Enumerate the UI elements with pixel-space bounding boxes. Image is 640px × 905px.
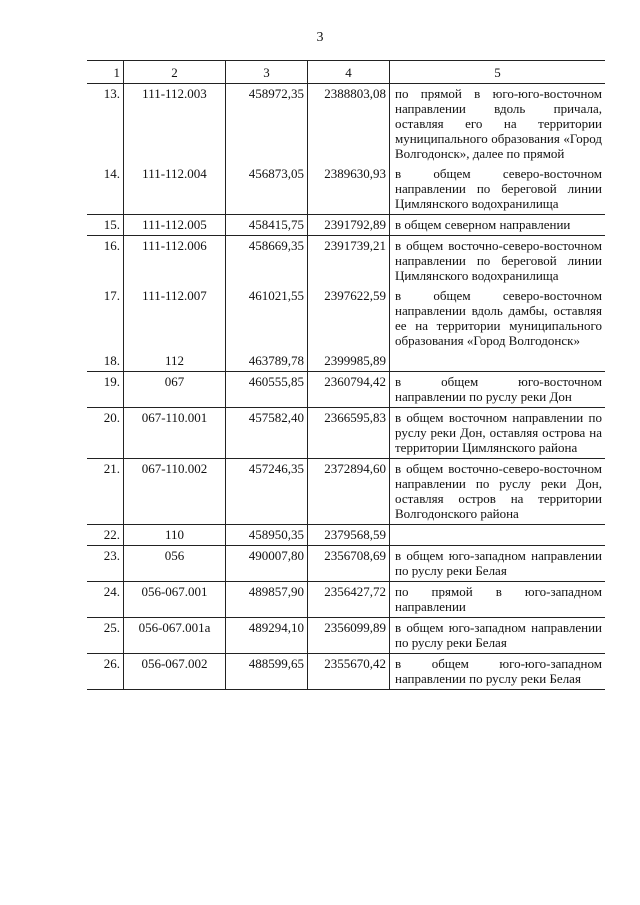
coord-x: 457582,40 [226,408,308,459]
direction-description: в общем юго-юго-западном направлении по руслу реки Белая [390,654,606,690]
table-row [87,654,605,690]
column-header-5: 5 [390,61,606,84]
point-id: 112 [124,351,226,372]
table-row [87,618,605,654]
table-header-row [87,61,605,84]
column-header-2: 2 [124,61,226,84]
row-number: 23. [87,546,124,582]
point-id: 110 [124,525,226,546]
coord-y: 2356708,69 [308,546,390,582]
coord-x: 458972,35 [226,84,308,165]
row-number: 18. [103,353,120,368]
coord-x: 456873,05 [226,164,308,215]
coord-y: 2388803,08 [308,84,390,165]
coord-y: 2389630,93 [308,164,390,215]
direction-description [390,351,606,372]
coord-y: 2379568,59 [308,525,390,546]
table-row [87,164,605,215]
point-id: 056 [124,546,226,582]
point-id: 067-110.001 [124,408,226,459]
table-row [87,546,605,582]
table-row [87,351,605,372]
direction-description: в общем юго-восточном направлении по руслу реки Дон [390,372,606,408]
coord-x: 463789,78 [226,351,308,372]
coord-x: 458950,35 [226,525,308,546]
direction-description [390,525,606,546]
direction-description: в общем северо-восточном направлении по береговой линии Цимлянского водохранилища [390,164,606,215]
coord-y: 2391792,89 [308,215,390,236]
direction-description: в общем восточном направлении по руслу реки Дон, оставляя острова на территории Цимлянского района [390,408,606,459]
row-number: 16. [87,236,124,287]
page-number: 3 [316,30,324,45]
point-id: 056-067.002 [124,654,226,690]
coord-x: 458415,75 [226,215,308,236]
coord-y: 2360794,42 [308,372,390,408]
point-id: 056-067.001а [124,618,226,654]
direction-description: в общем восточно-северо-восточном направлении по руслу реки Дон, оставляя остров на территории Волгодонского района [390,459,606,525]
coord-y: 2391739,21 [308,236,390,287]
column-header-3: 3 [226,61,308,84]
boundary-coordinates-table [87,60,605,690]
table-row [87,215,605,236]
table-row [87,236,605,287]
table-row [87,459,605,525]
coord-y: 2397622,59 [308,286,390,351]
row-number: 19. [87,372,124,408]
coord-x: 461021,55 [226,286,308,351]
point-id: 111-112.006 [124,236,226,287]
table-row [87,525,605,546]
row-number: 25. [87,618,124,654]
row-number: 26. [87,654,124,690]
direction-description: в общем восточно-северо-восточном направлении по береговой линии Цимлянского водохранилища [390,236,606,287]
point-id: 111-112.004 [124,164,226,215]
direction-description: в общем северном направлении [390,215,606,236]
coord-y: 2356427,72 [308,582,390,618]
point-id: 056-067.001 [124,582,226,618]
direction-description: по прямой в юго-западном направлении [390,582,606,618]
direction-description: по прямой в юго-юго-восточном направлении вдоль причала, оставляя его на территории муниципального образования «Город Волгодонск», далее по прямой [390,84,606,165]
coord-x: 490007,80 [226,546,308,582]
column-header-1: 1 [87,61,124,84]
row-number: 21. [87,459,124,525]
point-id: 111-112.003 [124,84,226,165]
direction-description: в общем юго-западном направлении по руслу реки Белая [390,618,606,654]
table-body [87,84,605,690]
column-header-4: 4 [308,61,390,84]
coord-x: 489857,90 [226,582,308,618]
coord-y: 2372894,60 [308,459,390,525]
coord-x: 458669,35 [226,236,308,287]
point-id: 067 [124,372,226,408]
row-number: 24. [87,582,124,618]
row-number: 20. [87,408,124,459]
table-row [87,582,605,618]
table-row [87,286,605,351]
point-id: 067-110.002 [124,459,226,525]
coord-y: 2366595,83 [308,408,390,459]
coord-x: 489294,10 [226,618,308,654]
table-row [87,84,605,165]
coord-x: 488599,65 [226,654,308,690]
coord-y: 2399985,89 [308,351,390,372]
row-number: 15. [87,215,124,236]
point-id: 111-112.005 [124,215,226,236]
table-row [87,372,605,408]
row-number: 14. [103,166,120,181]
direction-description: в общем юго-западном направлении по руслу реки Белая [390,546,606,582]
point-id: 111-112.007 [124,286,226,351]
row-number: 17. [103,288,120,303]
coord-x: 457246,35 [226,459,308,525]
table-row [87,408,605,459]
row-number: 13. [103,86,120,101]
coord-y: 2356099,89 [308,618,390,654]
coord-x: 460555,85 [226,372,308,408]
row-number: 22. [87,525,124,546]
direction-description: в общем северо-восточном направлении вдоль дамбы, оставляя ее на территории муниципального образования «Город Волгодонск» [390,286,606,351]
coord-y: 2355670,42 [308,654,390,690]
